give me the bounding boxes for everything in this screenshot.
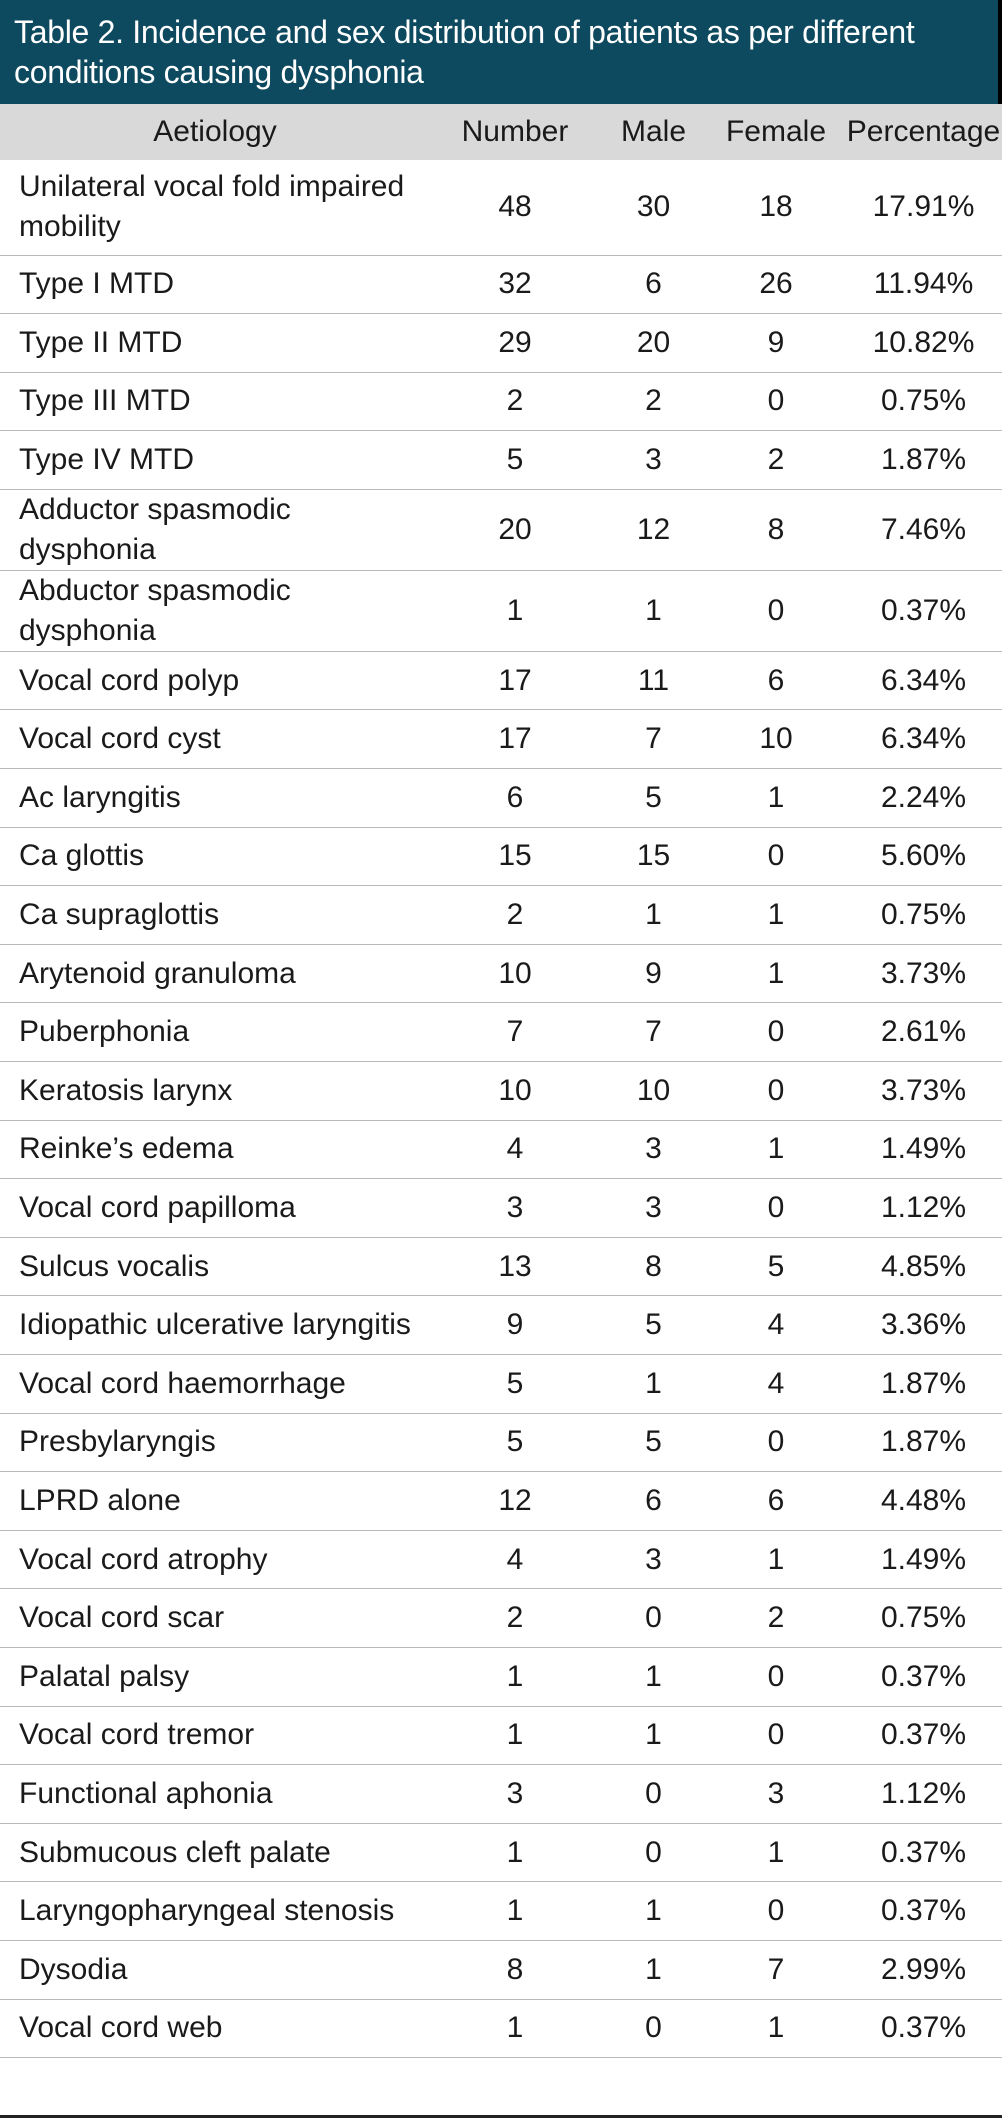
- cell-number: 1: [506, 1894, 524, 1928]
- cell-aetiology: Vocal cord cyst: [19, 722, 221, 756]
- table-row: [0, 1355, 1002, 1414]
- cell-number: 48: [498, 190, 532, 224]
- cell-percentage: 3.73%: [880, 1073, 967, 1107]
- cell-aetiology: Sulcus vocalis: [19, 1249, 210, 1283]
- cell-female: 0: [767, 1015, 785, 1049]
- cell-male: 9: [645, 956, 662, 990]
- table-row: [0, 1706, 1002, 1765]
- cell-number: [430, 2058, 600, 2117]
- cell-number: 9: [506, 1308, 524, 1342]
- table-row: [0, 1647, 1002, 1706]
- table-row: [0, 769, 1002, 828]
- cell-aetiology: Laryngopharyngeal stenosis: [19, 1894, 395, 1928]
- cell-female: 2: [767, 1601, 785, 1635]
- cell-number: 4: [506, 1542, 524, 1576]
- cell-number: 20: [498, 512, 532, 546]
- cell-male: 3: [645, 1132, 662, 1166]
- cell-female: 1: [767, 956, 785, 990]
- table-row: [0, 255, 1002, 314]
- cell-male: 10: [636, 1073, 671, 1107]
- cell-number: 4: [506, 1132, 524, 1166]
- cell-aetiology: LPRD alone: [19, 1483, 181, 1517]
- table-row: [0, 886, 1002, 945]
- cell-number: 1: [506, 2011, 524, 2045]
- cell-percentage: 0.37%: [880, 2011, 967, 2045]
- table-row: [0, 651, 1002, 710]
- cell-aetiology: Ac laryngitis: [19, 780, 181, 814]
- cell-male: 1: [645, 1952, 662, 1986]
- cell-aetiology: Vocal cord tremor: [19, 1718, 255, 1752]
- cell-percentage: 10.82%: [872, 325, 975, 359]
- cell-number: 1: [506, 1835, 524, 1869]
- cell-percentage: 11.94%: [873, 267, 974, 301]
- cell-aetiology: Puberphonia: [19, 1015, 190, 1049]
- cell-percentage: 2.61%: [880, 1015, 967, 1049]
- table-row: [0, 2058, 1002, 2117]
- cell-male: 0: [645, 1835, 662, 1869]
- cell-male: 6: [645, 1483, 662, 1517]
- cell-number: 10: [498, 1073, 532, 1107]
- cell-male: 1: [645, 1366, 662, 1400]
- cell-number: 17: [498, 663, 532, 697]
- cell-female: 0: [767, 1659, 785, 1693]
- cell-male: 0: [645, 1776, 662, 1810]
- cell-number: 5: [506, 1366, 524, 1400]
- cell-percentage: 0.37%: [880, 1659, 967, 1693]
- cell-male: 2: [645, 384, 662, 418]
- cell-male: 3: [645, 1191, 662, 1225]
- cell-female: 0: [767, 1191, 785, 1225]
- cell-female: 18: [759, 190, 793, 224]
- cell-percentage: 0.75%: [880, 384, 967, 418]
- table-row: [0, 1765, 1002, 1824]
- data-table: [0, 104, 1002, 2118]
- cell-percentage: 1.87%: [880, 1366, 967, 1400]
- cell-female: 0: [767, 1425, 785, 1459]
- cell-percentage: 0.37%: [880, 1718, 967, 1752]
- cell-aetiology: Type IV MTD: [19, 443, 195, 477]
- cell-number: 2: [506, 384, 524, 418]
- cell-male: 30: [636, 190, 671, 224]
- cell-number: 29: [498, 325, 532, 359]
- cell-number: 2: [506, 898, 524, 932]
- cell-male: [600, 2058, 707, 2117]
- cell-aetiology: Vocal cord papilloma: [19, 1191, 296, 1225]
- cell-percentage: 0.37%: [880, 1894, 967, 1928]
- table-row: [0, 1999, 1002, 2058]
- table-row: [0, 1413, 1002, 1472]
- cell-male: 1: [645, 898, 662, 932]
- cell-aetiology: Idiopathic ulcerative laryngitis: [19, 1308, 411, 1342]
- cell-male: 7: [645, 722, 662, 756]
- cell-number: 2: [506, 1601, 524, 1635]
- cell-number: 8: [506, 1952, 524, 1986]
- cell-percentage: 6.34%: [880, 722, 967, 756]
- table-row: [0, 314, 1002, 373]
- cell-percentage: 1.87%: [880, 1425, 967, 1459]
- cell-female: 10: [759, 722, 793, 756]
- table-row: [0, 1940, 1002, 1999]
- cell-number: 5: [506, 443, 524, 477]
- cell-male: 0: [645, 1601, 662, 1635]
- cell-male: 0: [645, 2011, 662, 2045]
- cell-female: 4: [767, 1366, 785, 1400]
- cell-percentage: 0.37%: [880, 1835, 967, 1869]
- cell-percentage: 6.34%: [880, 663, 967, 697]
- table-row: [0, 372, 1002, 431]
- header-male: Male: [620, 115, 687, 148]
- header-percentage: Percentage: [846, 115, 1001, 148]
- table-row: [0, 1062, 1002, 1121]
- cell-female: 4: [767, 1308, 785, 1342]
- cell-female: [707, 2058, 845, 2117]
- table-row: [0, 1003, 1002, 1062]
- header-female: Female: [725, 115, 827, 148]
- cell-number: 1: [506, 1718, 524, 1752]
- cell-aetiology: Reinke’s edema: [19, 1132, 234, 1166]
- cell-male: 5: [645, 1425, 662, 1459]
- table-row: [0, 827, 1002, 886]
- cell-aetiology: [0, 2058, 430, 2117]
- cell-percentage: 1.87%: [880, 443, 967, 477]
- cell-percentage: 1.12%: [880, 1776, 967, 1810]
- cell-percentage: 7.46%: [880, 512, 967, 546]
- table-row: [0, 1179, 1002, 1238]
- cell-number: 6: [506, 780, 524, 814]
- cell-percentage: 5.60%: [880, 839, 967, 873]
- cell-number: 1: [506, 593, 524, 627]
- cell-percentage: 0.75%: [880, 898, 967, 932]
- cell-aetiology: Presbylaryngis: [19, 1425, 216, 1459]
- cell-female: 0: [767, 1718, 785, 1752]
- cell-male: 7: [645, 1015, 662, 1049]
- cell-aetiology: Ca supraglottis: [19, 898, 220, 932]
- cell-percentage: [845, 2058, 1002, 2117]
- cell-female: 2: [767, 443, 785, 477]
- cell-aetiology: Type II MTD: [19, 325, 183, 359]
- table-row: [0, 1530, 1002, 1589]
- cell-percentage: 1.49%: [880, 1132, 967, 1166]
- cell-number: 5: [506, 1425, 524, 1459]
- cell-percentage: 2.99%: [880, 1952, 967, 1986]
- table-row: [0, 1296, 1002, 1355]
- cell-female: 1: [767, 1835, 785, 1869]
- cell-female: 8: [767, 512, 785, 546]
- table-row: [0, 1237, 1002, 1296]
- cell-aetiology: Dysodia: [19, 1952, 128, 1986]
- cell-female: 9: [767, 325, 785, 359]
- cell-female: 6: [767, 1483, 785, 1517]
- cell-female: 1: [767, 1132, 785, 1166]
- cell-male: 11: [637, 663, 670, 697]
- cell-male: 5: [645, 780, 662, 814]
- cell-aetiology: Functional aphonia: [19, 1776, 273, 1810]
- cell-male: 1: [645, 1659, 662, 1693]
- cell-number: 12: [498, 1483, 532, 1517]
- header-row: [0, 104, 1002, 160]
- cell-aetiology: Submucous cleft palate: [19, 1835, 331, 1869]
- cell-male: 1: [645, 593, 662, 627]
- table-row: [0, 710, 1002, 769]
- cell-aetiology: Vocal cord polyp: [19, 663, 240, 697]
- cell-number: 7: [506, 1015, 524, 1049]
- cell-male: 6: [645, 267, 662, 301]
- cell-male: 15: [636, 839, 671, 873]
- cell-male: 1: [645, 1718, 662, 1752]
- cell-percentage: 0.37%: [880, 593, 967, 627]
- cell-percentage: 17.91%: [872, 190, 975, 224]
- cell-aetiology: Keratosis larynx: [19, 1073, 233, 1107]
- cell-female: 6: [767, 663, 785, 697]
- cell-aetiology: Adductor spasmodic dysphonia: [19, 492, 291, 566]
- table-row: [0, 1882, 1002, 1941]
- cell-male: 3: [645, 443, 662, 477]
- cell-female: 1: [767, 780, 785, 814]
- table-row: [0, 1120, 1002, 1179]
- cell-number: 3: [506, 1191, 524, 1225]
- cell-number: 3: [506, 1776, 524, 1810]
- cell-aetiology: Vocal cord scar: [19, 1601, 225, 1635]
- cell-female: 7: [767, 1952, 785, 1986]
- cell-number: 15: [498, 839, 532, 873]
- cell-female: 0: [767, 593, 785, 627]
- table-row: [0, 944, 1002, 1003]
- cell-percentage: 2.24%: [880, 780, 967, 814]
- table-row: [0, 431, 1002, 490]
- table-row: [0, 1823, 1002, 1882]
- cell-female: 0: [767, 1894, 785, 1928]
- cell-percentage: 0.75%: [880, 1601, 967, 1635]
- cell-aetiology: Vocal cord atrophy: [19, 1542, 268, 1576]
- cell-percentage: 4.85%: [880, 1249, 967, 1283]
- cell-aetiology: Arytenoid granuloma: [19, 956, 296, 990]
- cell-male: 5: [645, 1308, 662, 1342]
- cell-number: 17: [498, 722, 532, 756]
- cell-percentage: 1.12%: [880, 1191, 967, 1225]
- cell-male: 3: [645, 1542, 662, 1576]
- table-caption: Table 2. Incidence and sex distribution of patients as per different conditions causing dysphonia: [0, 0, 1002, 104]
- cell-percentage: 4.48%: [880, 1483, 967, 1517]
- table-row: [0, 1472, 1002, 1531]
- table-row: [0, 570, 1002, 651]
- header-number: Number: [461, 115, 569, 148]
- cell-female: 1: [767, 1542, 785, 1576]
- cell-female: 1: [767, 2011, 785, 2045]
- table-row: [0, 1589, 1002, 1648]
- cell-aetiology: Type III MTD: [19, 384, 191, 418]
- cell-aetiology: Vocal cord web: [19, 2011, 223, 2045]
- cell-aetiology: Ca glottis: [19, 839, 145, 873]
- cell-aetiology: Abductor spasmodic dysphonia: [19, 573, 291, 647]
- cell-number: 1: [506, 1659, 524, 1693]
- cell-male: 12: [636, 512, 671, 546]
- cell-female: 0: [767, 384, 785, 418]
- cell-number: 32: [498, 267, 532, 301]
- cell-aetiology: Vocal cord haemorrhage: [19, 1366, 346, 1400]
- cell-aetiology: Unilateral vocal fold impaired mobility: [19, 170, 405, 244]
- cell-percentage: 1.49%: [880, 1542, 967, 1576]
- cell-female: 5: [767, 1249, 785, 1283]
- cell-female: 1: [767, 898, 785, 932]
- cell-female: 0: [767, 1073, 785, 1107]
- cell-male: 20: [636, 325, 671, 359]
- cell-female: 0: [767, 839, 785, 873]
- cell-male: 8: [645, 1249, 662, 1283]
- header-aetiology: Aetiology: [153, 115, 277, 148]
- table-row: [0, 160, 1002, 255]
- cell-female: 3: [767, 1776, 785, 1810]
- cell-number: 13: [498, 1249, 532, 1283]
- cell-percentage: 3.36%: [880, 1308, 967, 1342]
- cell-aetiology: Type I MTD: [19, 267, 175, 301]
- cell-female: 26: [759, 267, 793, 301]
- cell-percentage: 3.73%: [880, 956, 967, 990]
- table-row: [0, 489, 1002, 570]
- cell-aetiology: Palatal palsy: [19, 1659, 190, 1693]
- cell-male: 1: [645, 1894, 662, 1928]
- cell-number: 10: [498, 956, 532, 990]
